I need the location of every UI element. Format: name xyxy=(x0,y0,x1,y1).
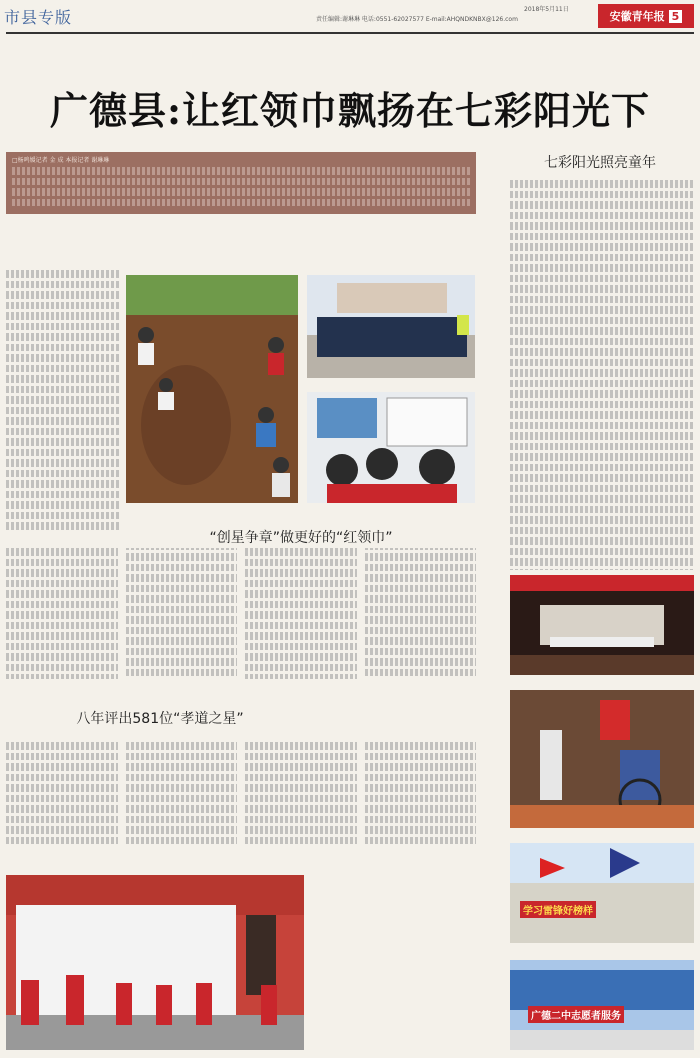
photo-banner-lei-feng xyxy=(510,843,694,943)
lower-text-block xyxy=(6,742,476,867)
right-text-column xyxy=(510,180,694,570)
photo-kids-board xyxy=(307,392,475,503)
section-label: 市县专版 xyxy=(4,8,73,27)
banner-scene-2 xyxy=(510,960,694,1050)
stage-scene xyxy=(510,575,694,675)
byline: □杨鸣媛记者 金 成 本报记者 谢琳琳 xyxy=(12,157,110,164)
issue-date: 2018年5月11日 xyxy=(524,6,569,13)
abstract-text xyxy=(12,167,470,209)
police-scene xyxy=(307,275,475,378)
planting-scene xyxy=(126,275,298,503)
logo-text: 安徽青年报 xyxy=(609,10,665,23)
headline: 广德县:让红领巾飘扬在七彩阳光下 xyxy=(49,88,651,133)
photo-filial-wall xyxy=(6,875,304,1050)
photo-stage xyxy=(510,575,694,675)
header-rule xyxy=(6,32,694,34)
wall-scene xyxy=(6,875,304,1050)
editor-contact: 责任编辑:谢琳琳 电话:0551-62027577 E-mail:AHQNDKNBX@126.com xyxy=(316,16,518,23)
left-text-column xyxy=(6,270,121,532)
banner-scene-1 xyxy=(510,843,694,943)
abstract-box xyxy=(6,152,476,214)
veteran-scene xyxy=(510,690,694,828)
sidebar-heading: 七彩阳光照亮童年 xyxy=(544,155,656,171)
section-heading-stars: “创星争章”做更好的“红领巾” xyxy=(209,530,393,546)
photo-banner-volunteers xyxy=(510,960,694,1050)
mid-text-block xyxy=(6,548,476,688)
photo-police-group xyxy=(307,275,475,378)
page-number: 5 xyxy=(669,10,683,23)
banner-text-2: 广德二中志愿者服务 xyxy=(528,1006,624,1023)
board-scene xyxy=(307,392,475,503)
section-heading-filial: 八年评出581位“孝道之星” xyxy=(76,711,244,727)
newspaper-logo xyxy=(598,4,694,28)
photo-planting xyxy=(126,275,298,503)
photo-veteran xyxy=(510,690,694,828)
banner-text-1: 学习雷锋好榜样 xyxy=(520,901,596,918)
